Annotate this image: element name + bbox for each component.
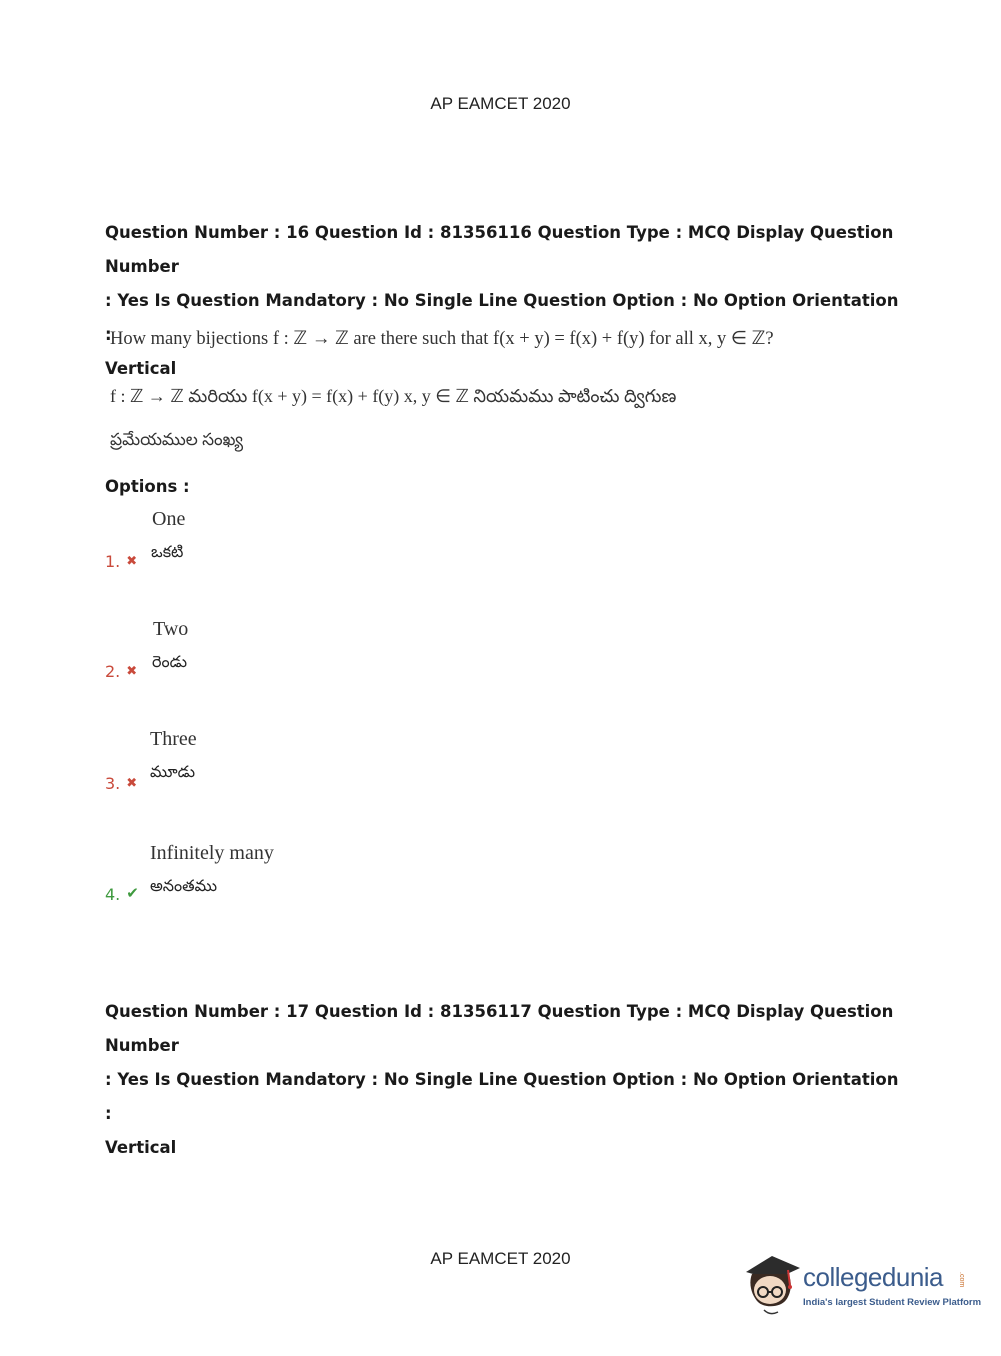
option-2-number: 2. — [105, 662, 121, 681]
collegedunia-logo-suffix: .com — [958, 1272, 965, 1288]
option-1-english: One — [152, 508, 186, 530]
wrong-mark-icon: ✖ — [126, 554, 138, 569]
question-17-meta-line-1: Question Number : 17 Question Id : 81356117 Question Type : MCQ Display Question Number — [105, 1002, 894, 1055]
options-label: Options : — [105, 477, 190, 496]
option-4-number-row — [105, 885, 139, 904]
question-17-meta-line-2: : Yes Is Question Mandatory : No Single Line Question Option : No Option Orientation : — [105, 1070, 899, 1123]
option-2-english: Two — [153, 618, 189, 640]
option-4-english: Infinitely many — [150, 842, 274, 864]
question-16-meta-line-2: : Yes Is Question Mandatory : No Single Line Question Option : No Option Orientation : — [105, 291, 899, 344]
wrong-mark-icon: ✖ — [126, 664, 138, 679]
question-16-text-telugu-line-2: ప్రమేయముల సంఖ్య — [110, 430, 244, 449]
question-16-meta-line-1: Question Number : 16 Question Id : 81356116 Question Type : MCQ Display Question Number — [105, 223, 894, 276]
question-16-meta-line-3: Vertical — [105, 359, 177, 378]
option-1-telugu: ఒకటి — [151, 542, 184, 561]
correct-check-icon: ✔ — [126, 884, 139, 902]
option-1-number-row — [105, 552, 137, 571]
collegedunia-mascot-logo-icon — [742, 1250, 804, 1320]
option-2-number-row — [105, 662, 137, 681]
question-16-text-english: How many bijections f : ℤ → ℤ are there such that f(x + y) = f(x) + f(y) for all x, y ∈ ℤ? — [110, 329, 774, 349]
question-16-meta — [105, 216, 905, 386]
question-17-meta-line-3: Vertical — [105, 1138, 177, 1157]
page-footer-title: AP EAMCET 2020 — [430, 1249, 571, 1268]
option-3-number: 3. — [105, 774, 121, 793]
question-17-meta — [105, 995, 905, 1165]
option-4-telugu: అనంతము — [150, 876, 218, 895]
option-3-number-row — [105, 774, 137, 793]
option-4-number: 4. — [105, 885, 121, 904]
option-3-english: Three — [150, 728, 197, 750]
question-16-text-telugu-line-1: f : ℤ → ℤ మరియు f(x + y) = f(x) + f(y) x, y ∈ ℤ నియమము పాటించు ద్విగుణ — [110, 386, 677, 406]
option-2-telugu: రెండు — [152, 652, 187, 671]
page-header-title: AP EAMCET 2020 — [430, 94, 571, 113]
collegedunia-logo-wordmark: collegedunia — [803, 1262, 944, 1292]
wrong-mark-icon: ✖ — [126, 776, 138, 791]
option-1-number: 1. — [105, 552, 121, 571]
option-3-telugu: మూడు — [150, 762, 195, 781]
collegedunia-logo-tagline: India's largest Student Review Platform — [803, 1297, 982, 1308]
